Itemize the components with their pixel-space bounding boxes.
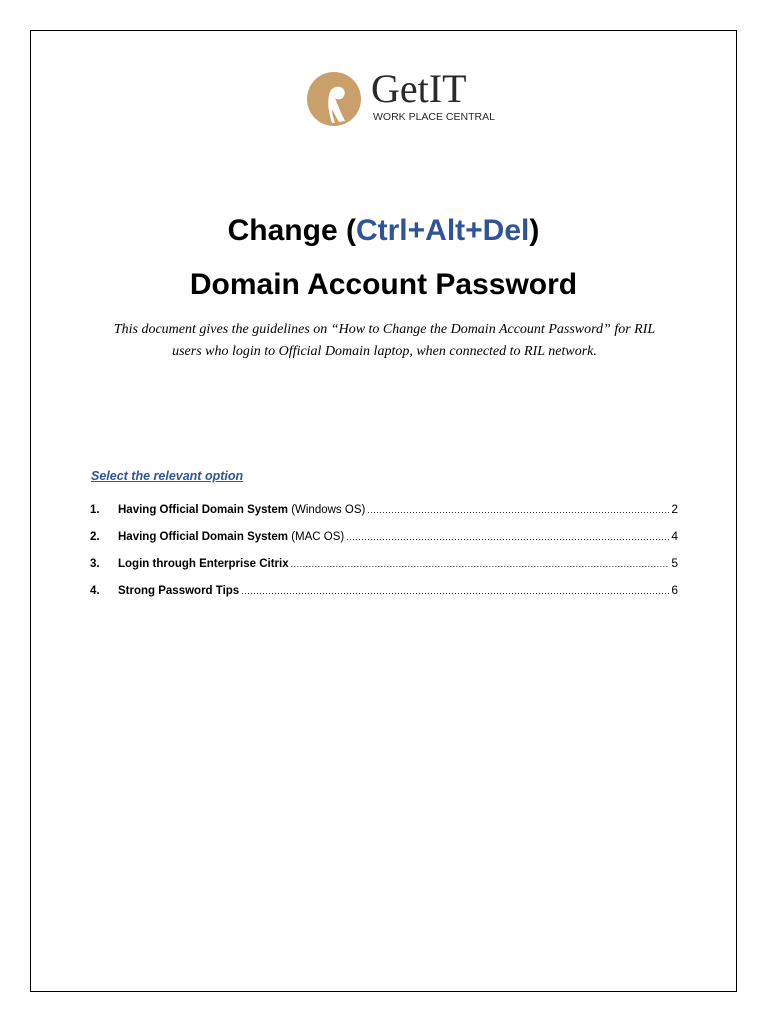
- getit-logo: [305, 66, 495, 129]
- toc-label-detail: (Windows OS): [288, 504, 366, 516]
- toc-number: 4.: [90, 585, 100, 597]
- title-prefix: Change (: [227, 214, 356, 247]
- toc-leader-dots: [367, 505, 669, 515]
- toc-label: [118, 585, 239, 597]
- intro-line: This document gives the guidelines on “How to Change the Domain Account Password” for RIL: [113, 322, 656, 337]
- toc-number: 1.: [90, 504, 100, 516]
- toc-page-number: 5: [671, 556, 678, 570]
- toc-item-citrix[interactable]: [90, 556, 678, 583]
- toc-leader-dots: [241, 586, 669, 596]
- toc-item-mac[interactable]: [90, 529, 678, 556]
- title-suffix: ): [529, 214, 540, 247]
- page-title-line1: [31, 213, 736, 249]
- toc-page-number: 2: [671, 502, 678, 516]
- intro-paragraph: [71, 319, 698, 363]
- toc-item-password-tips[interactable]: [90, 583, 678, 610]
- toc-label-main: Strong Password Tips: [118, 585, 240, 597]
- toc-label-main: Having Official Domain System: [118, 531, 288, 543]
- page-title-line2: Domain Account Password: [189, 268, 578, 301]
- logo-tagline: WORK PLACE CENTRAL: [373, 111, 495, 123]
- toc-item-windows[interactable]: [90, 502, 678, 529]
- toc-leader-dots: [346, 532, 669, 542]
- toc-leader-dots: [291, 559, 670, 569]
- toc-label-main: Login through Enterprise Citrix: [118, 558, 289, 570]
- toc-label: [118, 558, 289, 570]
- logo-wordmark: GetIT: [371, 66, 467, 111]
- table-of-contents: [90, 502, 678, 610]
- toc-label: [118, 504, 365, 516]
- toc-number: 2.: [90, 531, 100, 543]
- reliance-logo-icon: [305, 69, 365, 129]
- select-option-link[interactable]: Select the relevant option: [91, 469, 244, 483]
- toc-label-main: Having Official Domain System: [118, 504, 288, 516]
- toc-page-number: 6: [671, 583, 678, 597]
- toc-label-detail: (MAC OS): [288, 531, 345, 543]
- intro-line: users who login to Official Domain laptop, when connected to RIL network.: [172, 344, 597, 359]
- title-accent: Ctrl+Alt+Del: [355, 214, 530, 247]
- toc-number: 3.: [90, 558, 100, 570]
- toc-page-number: 4: [671, 529, 678, 543]
- toc-label: [118, 531, 344, 543]
- document-page: [30, 30, 737, 992]
